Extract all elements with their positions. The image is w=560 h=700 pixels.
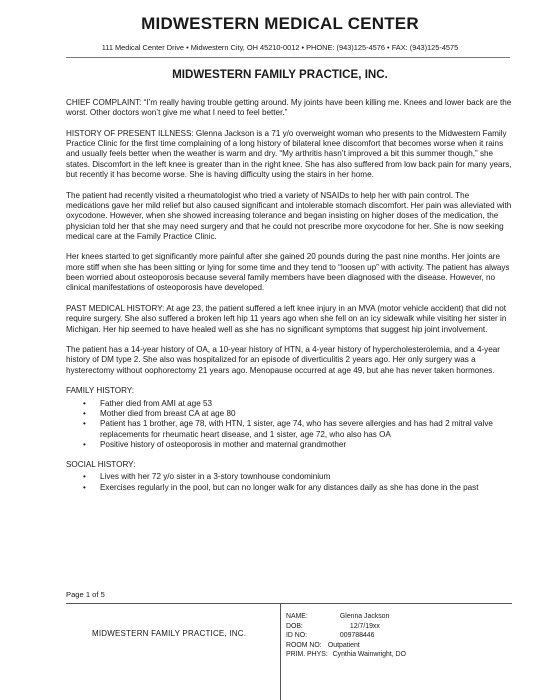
patient-dob-label: DOB: bbox=[286, 622, 303, 630]
footer-practice-name: MIDWESTERN FAMILY PRACTICE, INC. bbox=[92, 629, 247, 638]
patient-name-row bbox=[286, 612, 406, 622]
patient-dob-row bbox=[286, 622, 406, 632]
list-item: • Father died from AMI at age 53 bbox=[100, 399, 512, 409]
patient-id-label: ID NO: bbox=[286, 632, 308, 640]
patient-room: Outpatient bbox=[327, 641, 360, 649]
patient-id-row bbox=[286, 631, 406, 641]
header-divider bbox=[66, 57, 510, 58]
family-history-heading: FAMILY HISTORY: bbox=[66, 386, 135, 396]
social-history-heading: SOCIAL HISTORY: bbox=[66, 460, 136, 470]
hpi-paragraph-3: Her knees started to get significantly more painful after she gained 20 pounds during the past nine months. Her joints are more stiff when she has been sitting or lying for some time and they tend to “loosen up” with activity. The patient has always been worried about osteoporosis because several family members have been diagnosed with the disease. However, no clinical manifestations of osteoporosis have developed. bbox=[66, 252, 510, 293]
patient-id: 009788446 bbox=[339, 632, 375, 640]
report-body bbox=[66, 98, 512, 503]
past-medical-history: PAST MEDICAL HISTORY: At age 23, the patient suffered a left knee injury in an MVA (motor vehicle accident) that did not require surgery. She also suffered a broken left hip 11 years ago when she fell on an icy sidewalk while visiting her sister in Michigan. Her hip seemed to have healed well as she has no significant symptoms that suggest hip joint involvement. bbox=[66, 303, 507, 334]
list-item: • Patient has 1 brother, age 78, with HTN, 1 sister, age 74, who has severe allergies and has had 2 mitral valve replacements for rheumatic heart disease, and 1 sister, age 72, who also has OA bbox=[100, 419, 512, 440]
list-item: • Positive history of osteoporosis in mother and maternal grandmother bbox=[100, 440, 512, 450]
footer-column-divider bbox=[280, 604, 281, 700]
patient-physician: Cynthia Wainwright, DO bbox=[332, 651, 406, 659]
hpi-paragraph-2: The patient had recently visited a rheumatologist who tried a variety of NSAIDs to help her with pain control. The medications gave her mild relief but also caused significant and intolerable stomach discomfort. Her pain was alleviated with oxycodone. However, when she showed increasing tolerance and began insisting on higher doses of the medication, the physician told her that she may need surgery and that he could not prescribe more oxycodone for her. She is now seeking medical care at the Family Practice Clinic. bbox=[66, 190, 512, 241]
chief-complaint: CHIEF COMPLAINT: “I’m really having trouble getting around. My joints have been killing me. Knees and lower back are the worst. Other doctors won’t give me what I need to feel better.” bbox=[66, 98, 512, 118]
social-history-list bbox=[66, 472, 512, 493]
patient-physician-label: PRIM. PHYS: bbox=[286, 651, 328, 659]
patient-dob: 12/7/19xx bbox=[349, 622, 380, 630]
hospital-address: 111 Medical Center Drive • Midwestern City, OH 45210-0012 • PHONE: (943)125-4576 • FAX: (943)125-4575 bbox=[101, 43, 459, 52]
practice-name: MIDWESTERN FAMILY PRACTICE, INC. bbox=[172, 68, 388, 81]
hospital-name: MIDWESTERN MEDICAL CENTER bbox=[141, 14, 419, 33]
list-item: • Exercises regularly in the pool, but can no longer walk for any distances daily as she has done in the past bbox=[100, 483, 512, 493]
history-present-illness: HISTORY OF PRESENT ILLNESS: Glenna Jackson is a 71 y/o overweight woman who presents to the Midwestern Family Practice Clinic for the first time complaining of a long history of bilateral knee discomfort that becomes worse when it rains and usually feels better when the weather is warm and dry. “My arthritis hasn’t improved a bit this summer though,” she states. Discomfort in the left knee is greater than in the right knee. She has also suffered from low back pain for many years, but recently it has become worse. She is having difficulty using the stairs in her home. bbox=[66, 128, 512, 180]
footer-divider bbox=[66, 603, 512, 604]
patient-room-label: ROOM NO: bbox=[286, 641, 322, 649]
patient-name: Glenna Jackson bbox=[339, 613, 390, 620]
patient-room-row bbox=[286, 641, 406, 651]
patient-name-label: NAME: bbox=[286, 613, 308, 620]
family-history-list bbox=[66, 399, 512, 450]
list-item: • Lives with her 72 y/o sister in a 3-story townhouse condominium bbox=[100, 472, 512, 482]
pmh-paragraph-2: The patient has a 14-year history of OA, a 10-year history of HTN, a 4-year history of hypercholesterolemia, and a 4-year history of DM type 2. She also was hospitalized for an episode of diverticulitis 2 years ago. Her only surgery was a hysterectomy without oophorectomy 21 years ago. Menopause occurred at age 49, but ahe has never taken hormones. bbox=[66, 345, 500, 375]
patient-info-block bbox=[286, 612, 406, 660]
patient-physician-row bbox=[286, 650, 406, 660]
list-item: • Mother died from breast CA at age 80 bbox=[100, 409, 512, 419]
page-number: Page 1 of 5 bbox=[66, 590, 105, 599]
